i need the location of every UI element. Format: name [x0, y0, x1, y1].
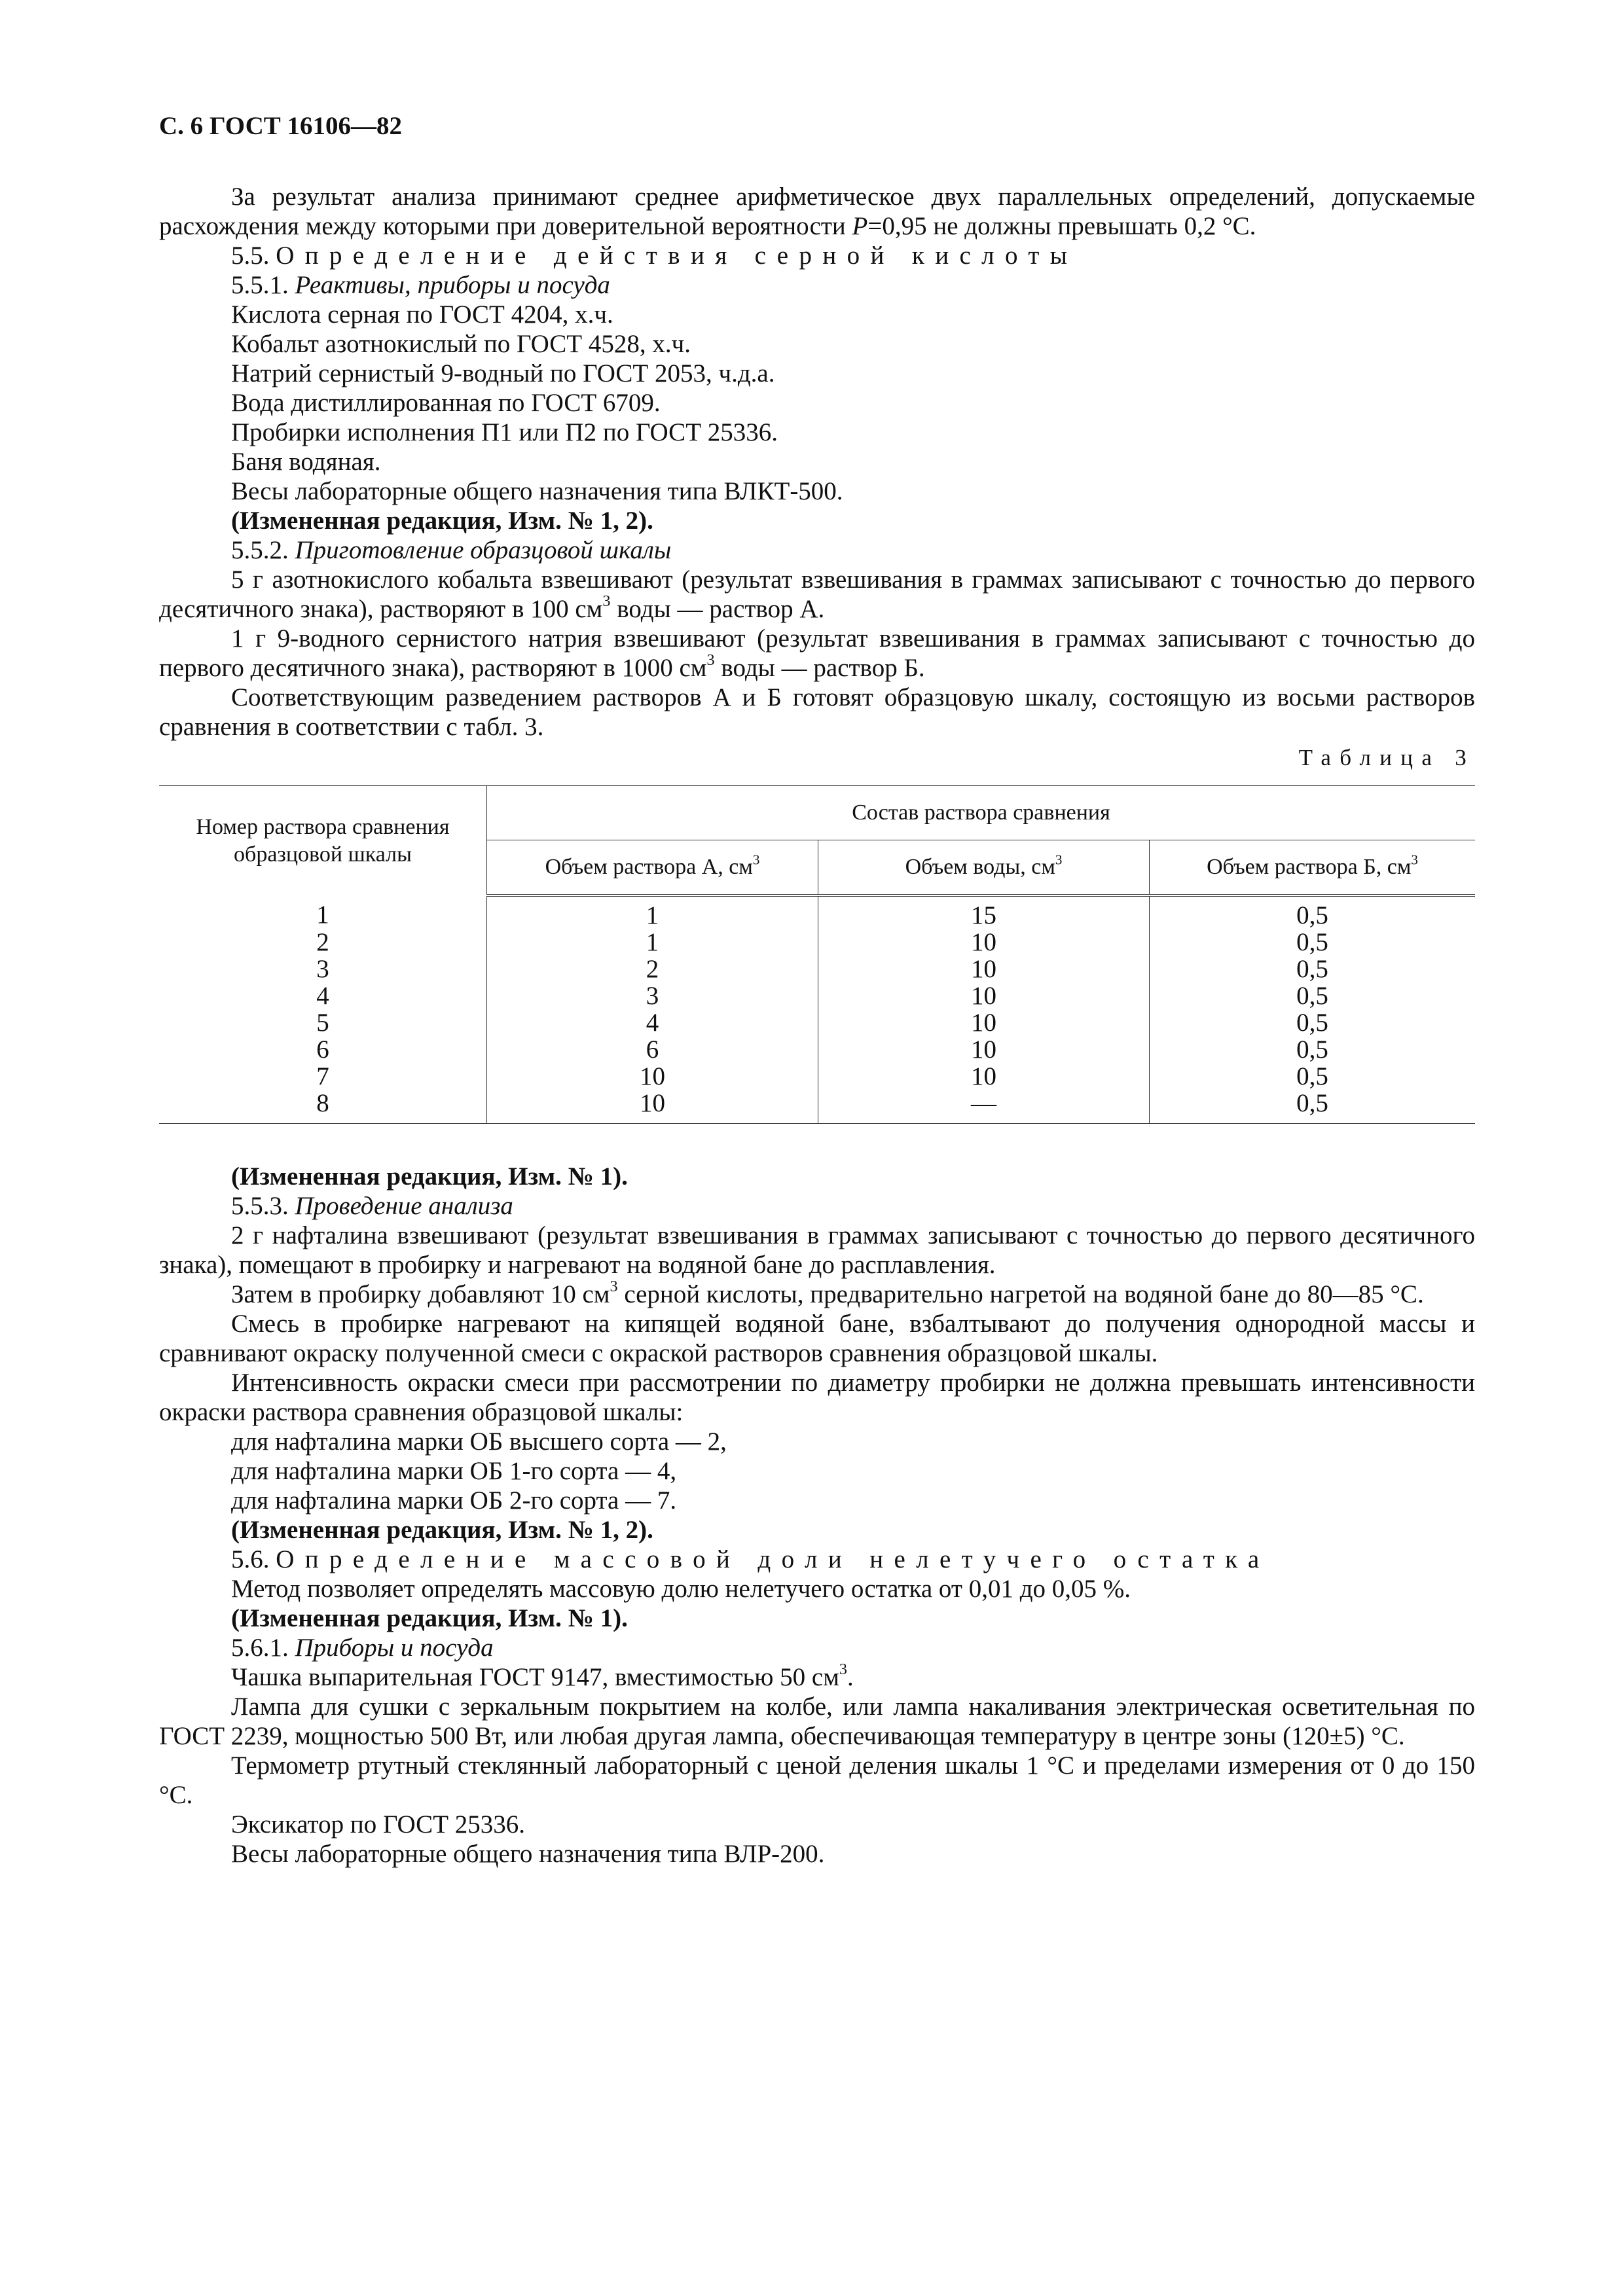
- amendment-note: (Измененная редакция, Изм. № 1, 2).: [231, 1516, 653, 1544]
- analysis-paragraph-3: Смесь в пробирке нагревают на кипящей водяной бане, взбалтывают до получения однородной массы и сравнивают окраску полученной смеси с окраской растворов сравнения образцовой шкалы.: [159, 1310, 1475, 1367]
- section-5-5-1-heading: 5.5.1. Реактивы, приборы и посуда: [231, 271, 610, 299]
- equipment-cup: Чашка выпарительная ГОСТ 9147, вместимостью 50 $см^3$.: [231, 1660, 854, 1691]
- section-5-5-heading: 5.5. Определение действия серной кислоты: [231, 242, 1078, 270]
- col-header-volume-b: Объем раствора Б, $см^3$: [1150, 840, 1476, 896]
- reagent-item: Вода дистиллированная по ГОСТ 6709.: [231, 389, 661, 417]
- analysis-paragraph-4: Интенсивность окраски смеси при рассмотрении по диаметру пробирки не должна превышать интенсивности окраски раствора сравнения образцовой шкалы:: [159, 1369, 1475, 1426]
- col-header-volume-water: Объем воды, $см^3$: [818, 840, 1150, 896]
- equipment-desiccator: Эксикатор по ГОСТ 25336.: [231, 1810, 526, 1839]
- equipment-scales: Весы лабораторные общего назначения типа ВЛР-200.: [231, 1840, 825, 1868]
- reagent-item: Пробирки исполнения П1 или П2 по ГОСТ 25336.: [231, 418, 778, 446]
- equipment-thermometer: Термометр ртутный стеклянный лабораторный с ценой деления шкалы 1 °С и пределами измерения от 0 до 150 °С.: [159, 1751, 1475, 1809]
- section-5-5-2-heading: 5.5.2. Приготовление образцовой шкалы: [231, 536, 672, 564]
- reagent-item: Натрий сернистый 9-водный по ГОСТ 2053, ч.д.а.: [231, 359, 775, 387]
- solution-a-paragraph: 5 г азотнокислого кобальта взвешивают (результат взвешивания в граммах записывают с точностью до первого десятичного знака), растворяют в 100 $см^3$ воды — раствор А.: [159, 565, 1475, 623]
- table-row: 5 4 10 0,5: [159, 1009, 1475, 1036]
- table-row: 2 1 10 0,5: [159, 929, 1475, 956]
- document-page: [159, 111, 1475, 1869]
- section-5-6-heading: 5.6. Определение массовой доли нелетучего остатка: [231, 1545, 1270, 1573]
- method-paragraph: Метод позволяет определять массовую долю нелетучего остатка от 0,01 до 0,05 %.: [231, 1575, 1131, 1603]
- intro-paragraph: За результат анализа принимают среднее арифметическое двух параллельных определений, допускаемые расхождения между которыми при доверительной вероятности P=0,95 не должны превышать 0,2 °С.: [159, 183, 1475, 240]
- equipment-lamp: Лампа для сушки с зеркальным покрытием на колбе, или лампа накаливания электрическая осветительная по ГОСТ 2239, мощностью 500 Вт, или любая другая лампа, обеспечивающая температуру в центре зоны (120±5) °С.: [159, 1693, 1475, 1750]
- table-row: 6 6 10 0,5: [159, 1036, 1475, 1063]
- col-group-header: Состав раствора сравнения: [487, 786, 1476, 840]
- section-5-6-1-heading: 5.6.1. Приборы и посуда: [231, 1634, 494, 1662]
- grade-item: для нафталина марки ОБ 2-го сорта — 7.: [231, 1486, 677, 1515]
- reagent-item: Весы лабораторные общего назначения типа ВЛКТ-500.: [231, 477, 843, 505]
- col-header-volume-a: Объем раствора А, $см^3$: [487, 840, 818, 896]
- reagent-item: Кобальт азотнокислый по ГОСТ 4528, х.ч.: [231, 330, 691, 358]
- scale-paragraph: Соответствующим разведением растворов А и Б готовят образцовую шкалу, состоящую из восьми растворов сравнения в соответствии с табл. 3.: [159, 683, 1475, 741]
- comparison-table: [159, 785, 1475, 1124]
- reagent-item: Баня водяная.: [231, 448, 381, 476]
- amendment-note: (Измененная редакция, Изм. № 1, 2).: [231, 507, 653, 535]
- section-5-5-3-heading: 5.5.3. Проведение анализа: [231, 1192, 513, 1220]
- col-header-number: Номер раствора сравнения образцовой шкалы: [159, 786, 487, 896]
- amendment-note: (Измененная редакция, Изм. № 1).: [231, 1604, 628, 1632]
- table-row: 7 10 10 0,5: [159, 1063, 1475, 1090]
- analysis-paragraph-1: 2 г нафталина взвешивают (результат взвешивания в граммах записывают с точностью до первого десятичного знака), помещают в пробирку и нагревают на водяной бане до расплавления.: [159, 1221, 1475, 1279]
- page-header: С. 6 ГОСТ 16106—82: [159, 112, 402, 140]
- table-caption: Таблица 3: [1298, 745, 1475, 770]
- analysis-paragraph-2: Затем в пробирку добавляют 10 $см^3$ серной кислоты, предварительно нагретой на водяной бане до 80—85 °С.: [231, 1278, 1424, 1308]
- reagent-item: Кислота серная по ГОСТ 4204, х.ч.: [231, 300, 613, 329]
- grade-item: для нафталина марки ОБ 1-го сорта — 4,: [231, 1457, 677, 1485]
- table-row: 8 10 — 0,5: [159, 1090, 1475, 1124]
- amendment-note: (Измененная редакция, Изм. № 1).: [231, 1162, 628, 1191]
- table-row: 3 2 10 0,5: [159, 956, 1475, 982]
- solution-b-paragraph: 1 г 9-водного сернистого натрия взвешивают (результат взвешивания в граммах записывают с точностью до первого десятичного знака), растворяют в 1000 $см^3$ воды — раствор Б.: [159, 624, 1475, 682]
- table-row: 4 3 10 0,5: [159, 982, 1475, 1009]
- table-row: 1 1 15 0,5: [159, 895, 1475, 929]
- grade-item: для нафталина марки ОБ высшего сорта — 2,: [231, 1427, 727, 1456]
